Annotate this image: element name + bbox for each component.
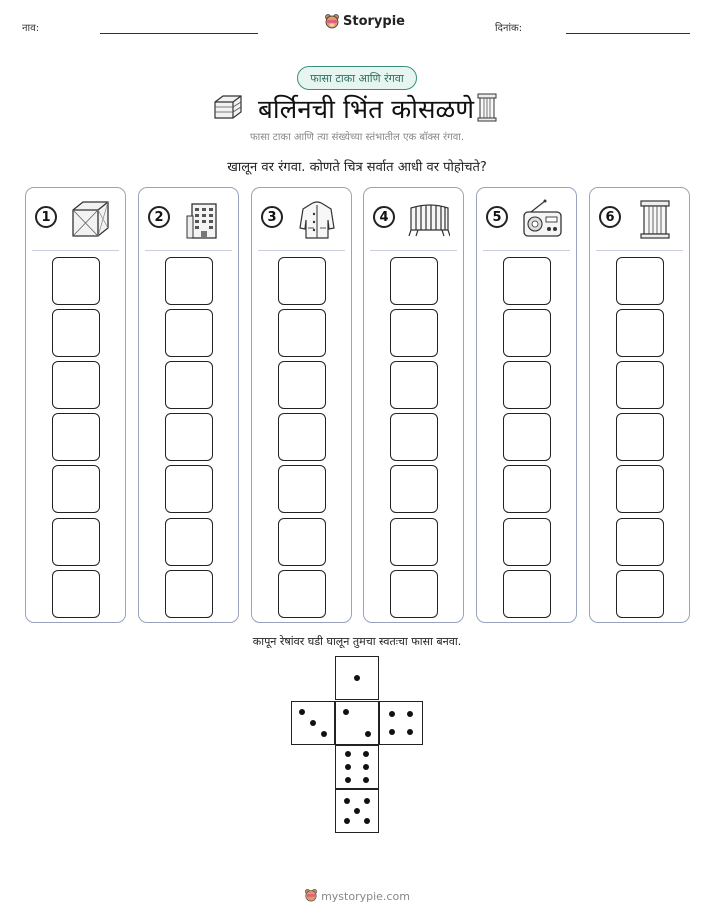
color-box[interactable] <box>503 518 551 566</box>
color-box[interactable] <box>503 570 551 618</box>
column-6 <box>589 187 690 623</box>
color-box[interactable] <box>503 361 551 409</box>
pillar-icon <box>476 92 498 122</box>
color-box[interactable] <box>165 413 213 461</box>
subtitle: फासा टाका आणि त्या संख्येच्या स्तंभातील एक बॉक्स रंगवा. <box>249 132 465 143</box>
die-pip <box>343 709 349 715</box>
die-pip <box>354 808 360 814</box>
color-box[interactable] <box>278 570 326 618</box>
die-pip <box>364 798 370 804</box>
color-box[interactable] <box>278 465 326 513</box>
die-pip <box>365 731 371 737</box>
die-pip <box>364 818 370 824</box>
column-number: 4 <box>373 206 395 228</box>
footer <box>0 888 714 903</box>
color-box[interactable] <box>165 309 213 357</box>
date-label: दिनांक: <box>495 23 523 34</box>
color-box[interactable] <box>165 465 213 513</box>
column-number: 1 <box>35 206 57 228</box>
color-box[interactable] <box>390 518 438 566</box>
column-5 <box>476 187 577 623</box>
color-box[interactable] <box>278 518 326 566</box>
die-pip <box>407 711 413 717</box>
color-box[interactable] <box>616 465 664 513</box>
radio-icon <box>521 198 563 240</box>
color-box[interactable] <box>503 413 551 461</box>
die-pip <box>299 709 305 715</box>
instruction: खालून वर रंगवा. कोणते चित्र सर्वात आधी वर पोहोचते? <box>227 160 487 175</box>
column-divider <box>370 250 457 251</box>
color-box[interactable] <box>616 309 664 357</box>
color-box[interactable] <box>616 570 664 618</box>
die-face-6 <box>335 745 379 789</box>
color-box[interactable] <box>616 257 664 305</box>
color-box[interactable] <box>278 257 326 305</box>
die-instructions: कापून रेषांवर घडी घालून तुमचा स्वतःचा फासा बनवा. <box>252 635 462 648</box>
die-pip <box>345 777 351 783</box>
color-box[interactable] <box>616 413 664 461</box>
color-box[interactable] <box>390 257 438 305</box>
brand-logo <box>324 13 405 29</box>
color-box[interactable] <box>165 570 213 618</box>
die-pip <box>310 720 316 726</box>
building-icon <box>183 198 225 240</box>
crate-icon <box>70 198 112 240</box>
die-face-3 <box>291 701 335 745</box>
die-pip <box>363 764 369 770</box>
color-box[interactable] <box>390 361 438 409</box>
die-pip <box>345 764 351 770</box>
color-box[interactable] <box>52 257 100 305</box>
die-pip <box>407 729 413 735</box>
die-face-4 <box>379 701 423 745</box>
color-box[interactable] <box>503 309 551 357</box>
color-box[interactable] <box>278 413 326 461</box>
column-divider <box>258 250 345 251</box>
name-label: नाव: <box>22 23 40 34</box>
color-box[interactable] <box>165 361 213 409</box>
die-face-2 <box>335 701 379 745</box>
activity-badge: फासा टाका आणि रंगवा <box>297 66 417 90</box>
color-box[interactable] <box>616 518 664 566</box>
color-box[interactable] <box>52 570 100 618</box>
color-box[interactable] <box>503 465 551 513</box>
date-line <box>566 33 690 34</box>
color-box[interactable] <box>52 413 100 461</box>
die-pip <box>344 818 350 824</box>
barrier-icon <box>408 198 450 240</box>
color-box[interactable] <box>390 309 438 357</box>
crate-icon <box>213 94 243 120</box>
die-pip <box>363 777 369 783</box>
color-box[interactable] <box>52 465 100 513</box>
column-3 <box>251 187 352 623</box>
color-box[interactable] <box>390 413 438 461</box>
coat-icon <box>296 198 338 240</box>
page-title: बर्लिनची भिंत कोसळणे <box>258 95 475 125</box>
column-number: 3 <box>261 206 283 228</box>
name-line <box>100 33 258 34</box>
brand-name: Storypie <box>343 13 405 29</box>
die-face-5 <box>335 789 379 833</box>
color-box[interactable] <box>278 309 326 357</box>
color-box[interactable] <box>165 257 213 305</box>
pillar-icon <box>634 198 676 240</box>
footer-site: mystorypie.com <box>321 890 410 903</box>
color-box[interactable] <box>390 570 438 618</box>
column-4 <box>363 187 464 623</box>
color-box[interactable] <box>390 465 438 513</box>
die-face-1 <box>335 656 379 700</box>
die-pip <box>345 751 351 757</box>
die-pip <box>321 731 327 737</box>
column-divider <box>596 250 683 251</box>
color-box[interactable] <box>52 518 100 566</box>
color-box[interactable] <box>503 257 551 305</box>
die-pip <box>363 751 369 757</box>
die-pip <box>389 711 395 717</box>
column-divider <box>483 250 570 251</box>
color-box[interactable] <box>616 361 664 409</box>
die-pip <box>354 675 360 681</box>
bear-icon <box>304 888 318 902</box>
color-box[interactable] <box>52 309 100 357</box>
bear-icon <box>324 13 340 29</box>
column-divider <box>32 250 119 251</box>
column-number: 5 <box>486 206 508 228</box>
color-box[interactable] <box>165 518 213 566</box>
die-pip <box>389 729 395 735</box>
column-number: 6 <box>599 206 621 228</box>
color-box[interactable] <box>278 361 326 409</box>
column-1 <box>25 187 126 623</box>
column-2 <box>138 187 239 623</box>
column-number: 2 <box>148 206 170 228</box>
column-divider <box>145 250 232 251</box>
color-box[interactable] <box>52 361 100 409</box>
die-pip <box>344 798 350 804</box>
